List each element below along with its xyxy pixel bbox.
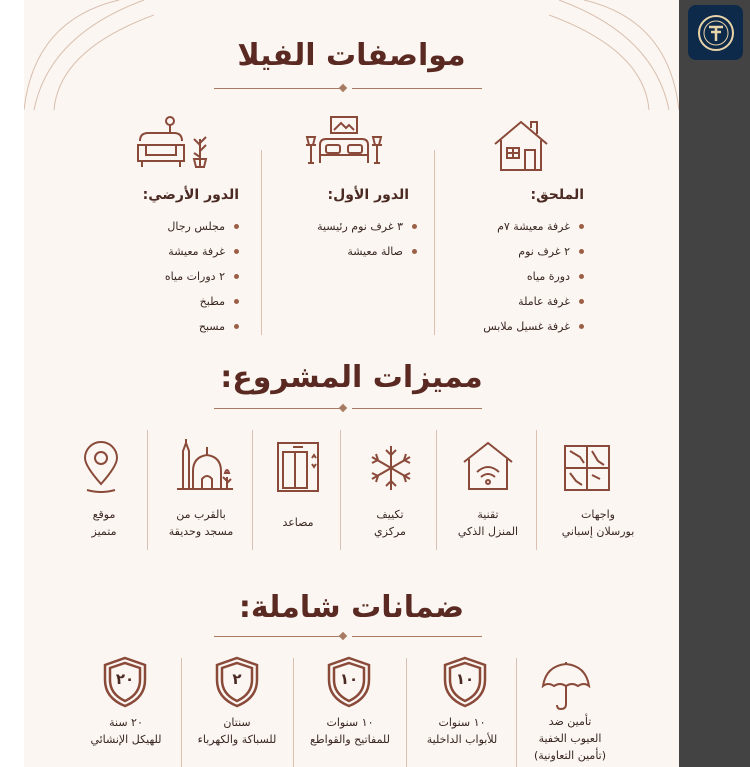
warranty-label: ١٠ سنوات للأبواب الداخلية [426,716,498,746]
feature-separator [536,430,537,550]
list-item: مسبح [165,319,239,344]
left-margin-strip [0,0,24,767]
umbrella-icon [540,660,592,712]
list-item: صالة معيشة [317,244,417,269]
feature-label: مصاعد [282,516,314,529]
title-diamond [339,84,347,92]
bedroom-icon [304,115,384,170]
warranty-separator [181,658,182,767]
mosque-icon [175,437,235,493]
title-rule-right [352,88,482,89]
warranties-title: ضمانات شاملة: [238,590,465,625]
title-diamond [339,404,347,412]
first-floor-list [317,219,417,269]
location-pin-icon [79,440,123,494]
shield-number: ٢٠ [115,670,135,688]
list-item: ٢ دورات مياه [165,269,239,294]
annex-list [483,219,584,344]
list-item: دورة مياه [483,269,584,294]
ground-floor-title: الدور الأرضي: [142,187,239,203]
feature-label: تكييف مركزي [374,508,406,538]
ground-floor-list [165,219,239,344]
list-item: غرفة معيشة ٧م [483,219,584,244]
list-item: غرفة معيشة [165,244,239,269]
shield-icon [326,656,372,708]
list-item: مطبخ [165,294,239,319]
company-logo[interactable] [688,5,743,60]
feature-label: واجهات بورسلان إسباني [561,508,635,538]
title-rule-right [352,636,482,637]
shield-number: ٢ [232,670,242,688]
shield-icon [442,656,488,708]
warranty-label: ١٠ سنوات للمفاتيح والقواطع [310,716,390,746]
snowflake-icon [366,443,416,493]
list-item: غرفة عاملة [483,294,584,319]
shield-icon [102,656,148,708]
list-item: مجلس رجال [165,219,239,244]
house-icon [491,118,551,174]
shield-number: ١٠ [339,670,359,688]
first-floor-title: الدور الأول: [327,187,409,203]
shield-number: ١٠ [455,670,475,688]
warranty-separator [516,658,517,767]
poster [24,0,679,767]
villa-specs-title: مواصفات الفيلا [237,38,466,73]
title-diamond [339,632,347,640]
smart-home-icon [461,440,515,492]
title-rule-left [214,88,344,89]
warranty-separator [293,658,294,767]
shield-icon [214,656,260,708]
feature-separator [147,430,148,550]
feature-label: تقنية المنزل الذكي [457,508,519,538]
feature-separator [340,430,341,550]
elevator-icon [275,440,321,494]
feature-label: موقع متميز [91,508,117,538]
column-separator [434,150,435,335]
feature-separator [252,430,253,550]
porcelain-facade-icon [562,443,612,493]
warranty-label: تأمين ضد العيوب الخفية (تأمين التعاونية) [533,715,607,762]
column-separator [261,150,262,335]
list-item: غرفة غسيل ملابس [483,319,584,344]
title-rule-right [352,408,482,409]
warranty-label: سنتان للسباكة والكهرباء [197,716,277,746]
feature-separator [436,430,437,550]
list-item: ٣ غرف نوم رئيسية [317,219,417,244]
project-features-title: مميزات المشروع: [220,360,483,395]
feature-label: بالقرب من مسجد وحديقة [168,508,234,538]
list-item: ٢ غرف نوم [483,244,584,269]
title-rule-left [214,636,344,637]
company-logo-icon [696,13,736,53]
annex-title: الملحق: [530,187,584,203]
living-room-icon [134,115,214,170]
title-rule-left [214,408,344,409]
warranty-separator [406,658,407,767]
warranty-label: ٢٠ سنة للهيكل الإنشائي [90,716,162,746]
